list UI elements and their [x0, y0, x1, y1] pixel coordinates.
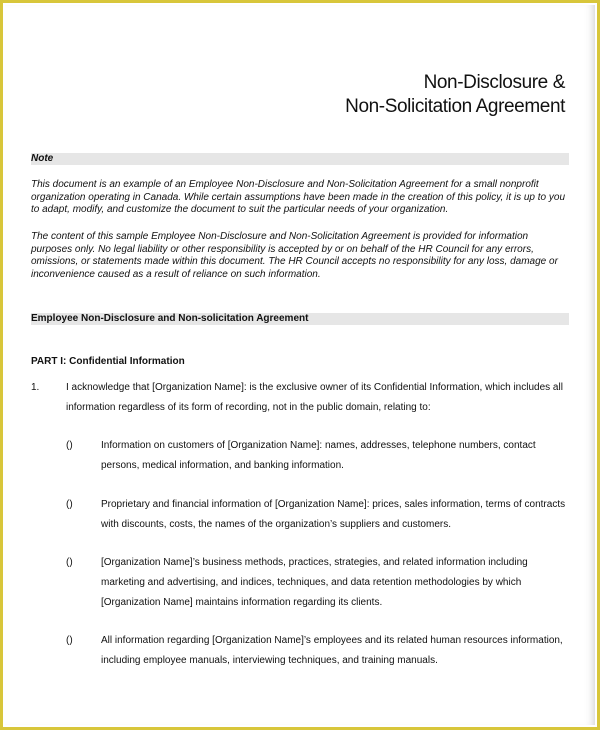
part-heading: PART I: Confidential Information: [31, 356, 185, 367]
bullet-marker: (): [66, 499, 73, 510]
note-paragraph-2: The content of this sample Employee Non-Disclosure and Non-Solicitation Agreement is provided for information purposes only. No legal liability or other responsibility is accepted by or on behalf of the HR Council for any errors, omissions, or statements made within this document. The HR Council accepts no responsibility for any loss, damage or inconvenience caused as a result of reliance on such information.: [31, 231, 558, 280]
note-paragraph-1: This document is an example of an Employee Non-Disclosure and Non-Solicitation Agreement for a small nonprofit organization operating in Canada. While certain assumptions have been made in the creation of this policy, it is up to you to adapt, modify, and customize the document to suit the particular needs of your organization.: [31, 179, 566, 215]
subitem-customers: Information on customers of [Organization Name]: names, addresses, telephone numbers, contact persons, medical information, and banking information.: [101, 440, 536, 471]
title-line-2: Non-Solicitation Agreement: [345, 96, 565, 117]
subitem-employees: All information regarding [Organization Name]’s employees and its related human resources information, including employee manuals, interviewing techniques, and training manuals.: [101, 635, 563, 666]
document-page: [5, 5, 595, 725]
agreement-heading-bar: Employee Non-Disclosure and Non-solicitation Agreement: [31, 313, 569, 325]
title-line-1: Non-Disclosure &: [423, 72, 565, 93]
item-number: 1.: [31, 382, 40, 393]
document-title: [345, 71, 565, 119]
bullet-marker: (): [66, 557, 73, 568]
bullet-marker: (): [66, 635, 73, 646]
note-heading-bar: Note: [31, 153, 569, 165]
bullet-marker: (): [66, 440, 73, 451]
subitem-business-methods: [Organization Name]’s business methods, practices, strategies, and related information including marketing and advertising, and indices, techniques, and data retention methodologies by which [Organization Name] maintains information regarding its clients.: [101, 557, 528, 608]
item-1-text: I acknowledge that [Organization Name]: is the exclusive owner of its Confidential Information, which includes all information regardless of its form of recording, not in the public domain, relating to:: [66, 382, 563, 413]
subitem-financial: Proprietary and financial information of [Organization Name]: prices, sales information, terms of contracts with discounts, costs, the names of the organization’s suppliers and customers.: [101, 499, 566, 530]
